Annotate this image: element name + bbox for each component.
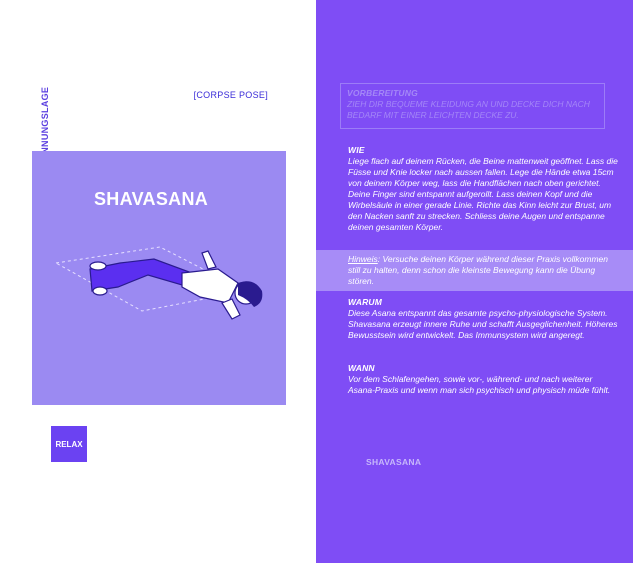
right-card xyxy=(316,0,633,563)
relax-badge: RELAX xyxy=(51,426,87,462)
corpse-pose-figure xyxy=(32,211,286,321)
hint-label: Hinweis xyxy=(348,254,378,264)
section-wie-text: Liege flach auf deinem Rücken, die Beine mattenweit geöffnet. Lass die Füsse und Knie locker nach aussen fallen. Lege die Hände etwa 15cm von deinem Körper weg, lass die Handflächen nach oben gerichtet. Deine Finger sind entspannt aufgerollt. Lass deinen Kopf und die Wirbelsäule in einer gerade Linie. Richte das Kinn leicht zur Brust, um den Nacken sanft zu strecken. Schliess deine Augen und entspanne deinen gesamten Körper. xyxy=(348,156,618,232)
left-card xyxy=(0,0,316,563)
hint-body: : Versuche deinen Körper während dieser Praxis vollkommen still zu halten, denn schon die kleinste Bewegung kann die Übung stören. xyxy=(348,254,609,286)
section-wann-heading: WANN xyxy=(348,363,375,373)
hero-title: SHAVASANA xyxy=(94,189,209,209)
section-wann xyxy=(348,363,618,396)
section-wie-heading: WIE xyxy=(348,145,365,155)
footer-title: SHAVASANA xyxy=(366,457,422,467)
preparation-box xyxy=(340,83,605,129)
preparation-text: ZIEH DIR BEQUEME KLEIDUNG AN UND DECKE DICH NACH BEDARF MIT EINER LEICHTEN DECKE ZU. xyxy=(347,99,590,120)
preparation-heading: VORBEREITUNG xyxy=(347,88,418,98)
hint-text xyxy=(348,254,618,287)
section-wie xyxy=(348,145,618,233)
subtitle: [CORPSE POSE] xyxy=(193,90,268,100)
section-wann-text: Vor dem Schlafengehen, sowie vor-, während- und nach weiterer Asana-Praxis und wenn man sich psychisch und physisch müde fühlt. xyxy=(348,374,611,395)
hero-illustration-panel xyxy=(32,151,286,405)
section-warum xyxy=(348,297,618,341)
section-warum-text: Diese Asana entspannt das gesamte psycho-physiologische System. Shavasana erzeugt innere Ruhe und schafft Ausgeglichenheit. Höheres Bewusstsein wird entwickelt. Das Immunsystem wird angeregt. xyxy=(348,308,618,340)
section-warum-heading: WARUM xyxy=(348,297,383,307)
